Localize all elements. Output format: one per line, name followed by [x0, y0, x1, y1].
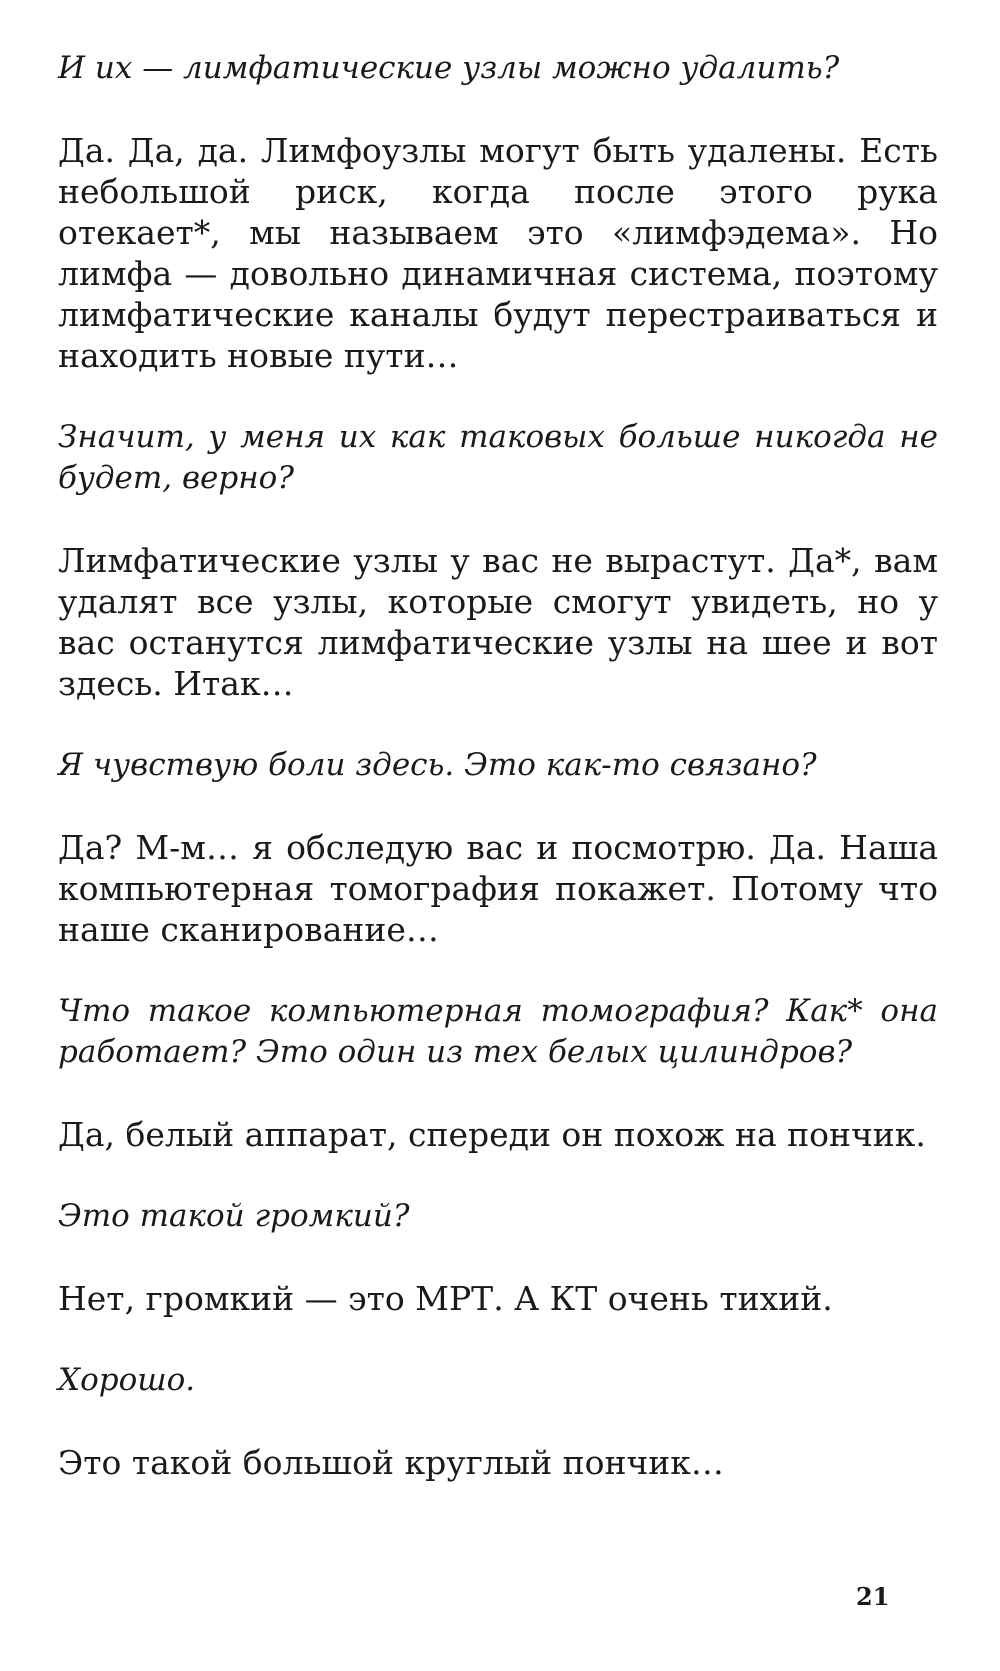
paragraph-gap	[58, 499, 938, 540]
paragraph-gap	[58, 89, 938, 130]
paragraph-gap	[58, 1237, 938, 1278]
answer-paragraph: Да. Да, да. Лимфоузлы могут быть удалены. Есть небольшой риск, когда после этого рука отекает*, мы называем это «лимфэдема». Но лимфа — довольно динамичная система, поэтому лимфатические каналы будут перестраиваться и находить новые пути…	[58, 131, 938, 375]
paragraph-gap	[58, 1073, 938, 1114]
paragraph-gap	[58, 704, 938, 745]
paragraph-gap	[58, 376, 938, 417]
answer-paragraph: Да? М-м… я обследую вас и посмотрю. Да. Наша компьютерная томография покажет. Потому что наше сканирование…	[58, 828, 938, 949]
paragraph-gap	[58, 1319, 938, 1360]
question-paragraph: Значит, у меня их как таковых больше никогда не будет, верно?	[58, 419, 938, 496]
paragraph-gap	[58, 950, 938, 991]
page-body	[58, 48, 938, 1483]
paragraph-gap	[58, 1401, 938, 1442]
paragraph-gap	[58, 1155, 938, 1196]
question-paragraph: Что такое компьютерная томография? Как* она работает? Это один из тех белых цилиндров?	[58, 993, 938, 1070]
answer-paragraph: Это такой большой круглый пончик…	[58, 1443, 724, 1482]
question-paragraph: Это такой громкий?	[58, 1198, 410, 1234]
answer-paragraph: Нет, громкий — это МРТ. А КТ очень тихий.	[58, 1279, 833, 1318]
question-paragraph: Я чувствую боли здесь. Это как-то связано?	[58, 747, 817, 783]
question-paragraph: И их — лимфатические узлы можно удалить?	[58, 50, 840, 86]
paragraph-gap	[58, 786, 938, 827]
answer-paragraph: Лимфатические узлы у вас не вырастут. Да*, вам удалят все узлы, которые смогут увидеть, но у вас останутся лимфатические узлы на шее и вот здесь. Итак…	[58, 541, 938, 703]
answer-paragraph: Да, белый аппарат, спереди он похож на пончик.	[58, 1115, 926, 1154]
page-number: 21	[856, 1582, 890, 1611]
question-paragraph: Хорошо.	[58, 1362, 196, 1398]
